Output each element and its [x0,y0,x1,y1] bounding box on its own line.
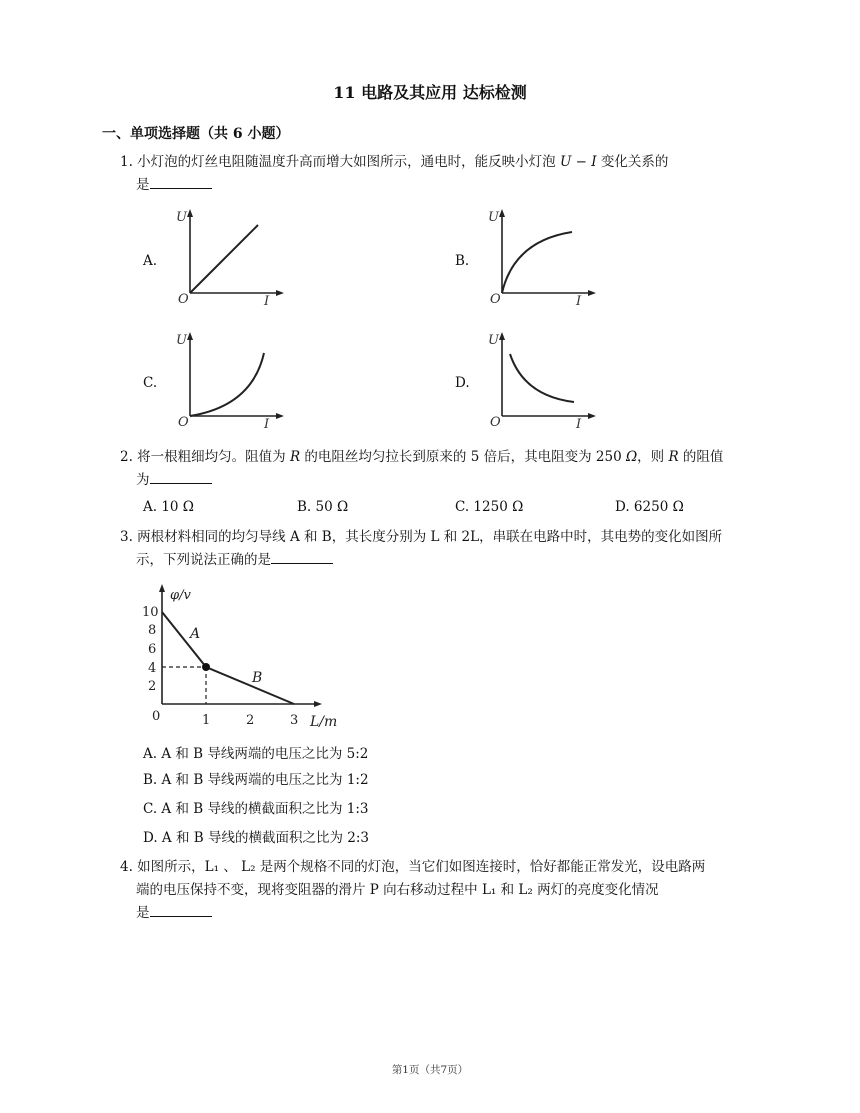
y-tick-10: 10 [142,605,159,620]
y-tick-8: 8 [148,623,157,638]
graph-b-concave-down [480,205,600,310]
q3-option-c: C. A 和 B 导线的横截面积之比为 1:3 [143,801,369,817]
question-1-text-end: 是 [136,177,150,193]
q2-option-b: B. 50 Ω [297,499,349,515]
y-tick-6: 6 [148,642,157,657]
question-2-text-cont2: ，则 [637,449,669,465]
question-4-line-1: 4. 如图所示，L₁ 、 L₂ 是两个规格不同的灯泡，当它们如图连接时，恰好都能正常发光，设电路两 [120,859,706,875]
origin-label: O [178,415,189,430]
question-2-text: 2. 将一根粗细均匀。阻值为 [120,449,290,465]
axis-label-i: I [264,294,270,309]
ohm-symbol: Ω [625,449,638,465]
x-axis-label: L/m [310,714,338,730]
question-2-text-end: 为 [136,472,150,488]
question-4-line-3: 是 [136,905,150,921]
question-3-line-2: 示，下列说法正确的是 [136,552,271,568]
x-tick-3: 3 [290,713,299,728]
question-4 [120,856,770,925]
q2-option-c: C. 1250 Ω [455,499,524,515]
axis-label-u: U [488,333,499,348]
option-label-c: C. [143,375,158,391]
axis-label-u: U [176,210,187,225]
question-1-formula: U − I [559,154,597,170]
resistance-symbol: R [289,449,301,465]
origin-label: O [490,415,501,430]
x-tick-2: 2 [246,713,255,728]
axis-label-i: I [576,417,582,432]
question-4-line-2: 端的电压保持不变，现将变阻器的滑片 P 向右移动过程中 L₁ 和 L₂ 两灯的亮度变化情况 [136,882,659,898]
y-tick-2: 2 [148,679,157,694]
q3-option-d: D. A 和 B 导线的横截面积之比为 2:3 [143,830,369,846]
potential-graph [138,582,363,732]
resistance-symbol: R [668,449,679,465]
y-tick-4: 4 [148,661,157,676]
question-2-text-cont3: 的阻值 [678,449,724,465]
answer-blank [271,549,333,564]
line-label-a: A [190,626,201,642]
origin-label: O [490,292,501,307]
graph-a-linear [168,205,288,310]
graph-d-decreasing [480,328,600,436]
axis-label-u: U [488,210,499,225]
origin-label: O [178,292,189,307]
x-tick-1: 1 [202,713,211,728]
axis-label-i: I [576,294,582,309]
question-3 [120,526,770,572]
question-3-line-1: 3. 两根材料相同的均匀导线 A 和 B，其长度分别为 L 和 2L，串联在电路中时，其电势的变化如图所 [120,529,723,545]
answer-blank [150,902,212,917]
axis-label-u: U [176,333,187,348]
question-1 [120,151,770,197]
option-label-b: B. [455,253,470,269]
option-label-d: D. [455,375,470,391]
answer-blank [150,469,212,484]
y-axis-label: φ/v [170,588,191,603]
page-footer: 第1页（共7页） [391,1064,469,1076]
answer-blank [150,174,212,189]
q3-option-b: B. A 和 B 导线两端的电压之比为 1:2 [143,772,369,788]
x-tick-0: 0 [152,709,161,724]
question-2-text-cont: 的电阻丝均匀拉长到原来的 5 倍后，其电阻变为 250 [300,449,626,465]
option-label-a: A. [143,253,158,269]
graph-c-concave-up [168,328,288,436]
q3-option-a: A. A 和 B 导线两端的电压之比为 5:2 [143,746,369,762]
question-2 [120,446,770,492]
question-1-text-cont: 变化关系的 [596,154,669,170]
q2-option-d: D. 6250 Ω [615,499,684,515]
section-heading: 一、单项选择题（共 6 小题） [102,126,290,142]
question-1-text: 1. 小灯泡的灯丝电阻随温度升高而增大如图所示，通电时，能反映小灯泡 [120,154,560,170]
line-label-b: B [252,670,263,686]
q2-option-a: A. 10 Ω [143,499,194,515]
axis-label-i: I [264,417,270,432]
page-title: 11 电路及其应用 达标检测 [333,83,527,102]
